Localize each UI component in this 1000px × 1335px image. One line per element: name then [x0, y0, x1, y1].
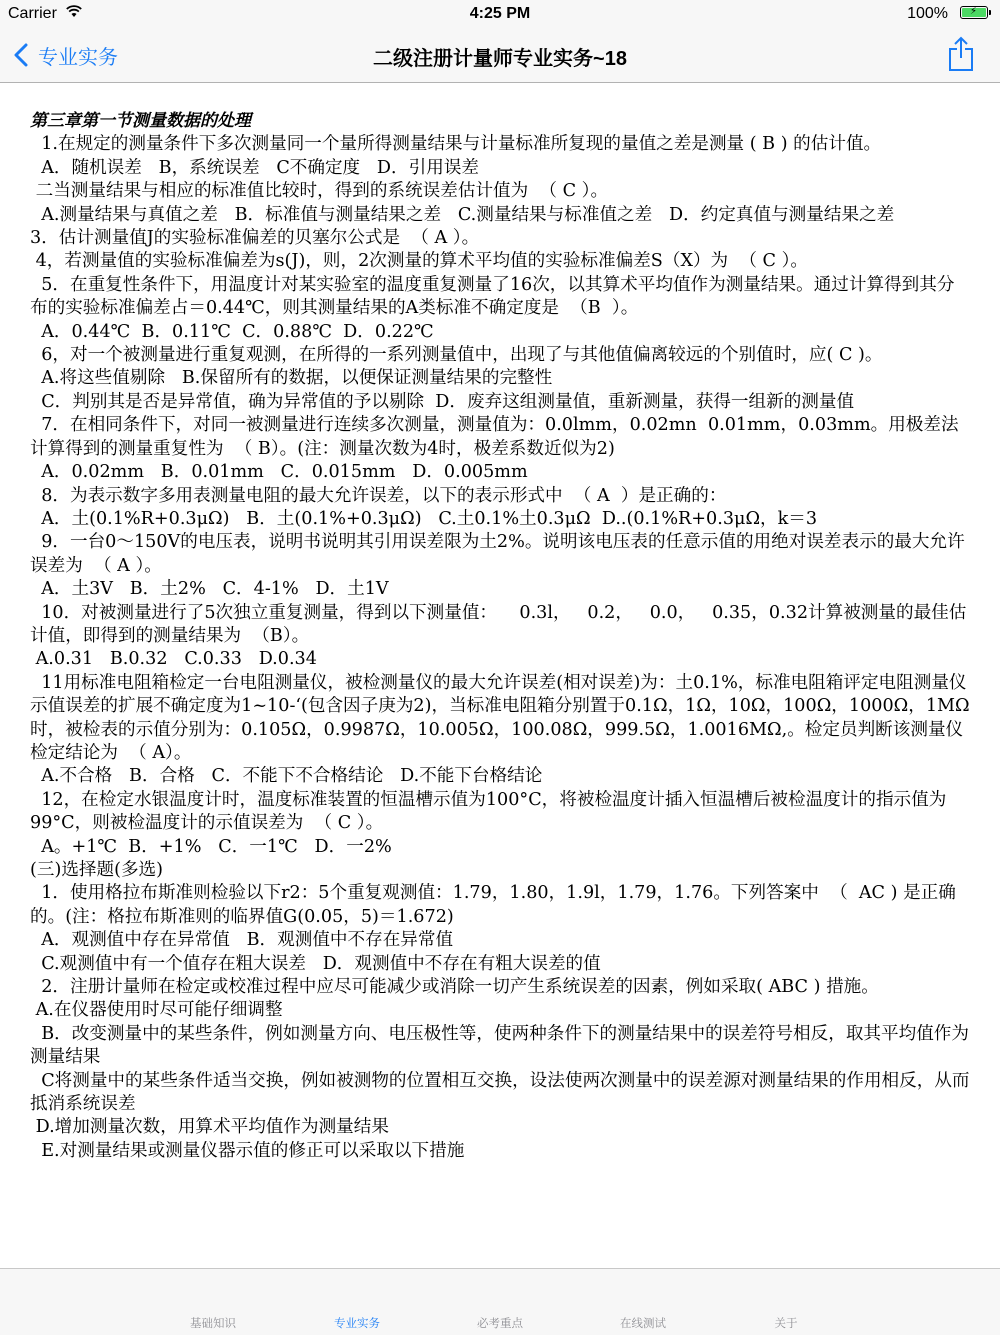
content-line: 5．在重复性条件下，用温度计对某实验室的温度重复测量了16次，以其算术平均值作为测量结果。通过计算得到其分布的实验标准偏差占＝0.44℃，则其测量结果的A类标准不确定度是 （B ）。 [30, 274, 955, 319]
article-content [30, 110, 970, 1266]
content-line: 2．注册计量师在检定或校准过程中应尽可能减少或消除一切产生系统误差的因素，例如采取( ABC ) 措施。 [30, 977, 879, 998]
content-line: A．土3V B．土2% C．4-1% D．土1V [30, 579, 389, 600]
content-line: C.观测值中有一个值存在粗大误差 D．观测值中不存在有粗大误差的值 [30, 953, 601, 974]
content-line: (三)选择题(多选) [30, 860, 164, 880]
content-line: A.测量结果与真值之差 B．标准值与测量结果之差 C.测量结果与标准值之差 D．约定真值与测量结果之差 [30, 204, 895, 225]
content-line: A．土(0.1%R+0.3μΩ) B．土(0.1%+0.3μΩ) C.土0.1%土0.3μΩ D..(0.1%R+0.3μΩ，k＝3 [30, 508, 818, 529]
content-line: A.0.31 B.0.32 C.0.33 D.0.34 [30, 649, 317, 670]
content-line: 4，若测量值的实验标准偏差为s(J)，则，2次测量的算术平均值的实验标准偏差S（X）为 （ C ）。 [30, 251, 808, 272]
content-line: 3．估计测量值J的实验标准偏差的贝塞尔公式是 （ A ）。 [30, 228, 480, 249]
tab-label: 基础知识 [190, 1316, 236, 1330]
tab-label: 在线测试 [620, 1316, 666, 1330]
content-line: 6，对一个被测量进行重复观测，在所得的一系列测量值中，出现了与其他值偏离较远的个别值时，应( C )。 [30, 345, 883, 366]
battery-icon: ⚡ [960, 6, 988, 19]
content-line: 8．为表示数字多用表测量电阻的最大允许误差，以下的表示形式中 （ A ）是正确的： [30, 485, 727, 506]
content-line: C．判别其是否是异常值，确为异常值的予以剔除 D．废弃这组测量值，重新测量，获得一组新的测量值 [30, 391, 855, 412]
tab-basic-knowledge[interactable] [142, 1269, 284, 1335]
content-line: A。+1℃ B．+1% C．一1℃ D．一2% [30, 836, 392, 857]
content-line: A．0.02mm B．0.01mm C．0.015mm D．0.005mm [30, 462, 528, 483]
back-button-label: 专业实务 [38, 46, 118, 69]
content-line: 11用标准电阻箱检定一台电阻测量仪，被检测量仪的最大允许误差(相对误差)为：土0.1%，标准电阻箱评定电阻测量仪示值误差的扩展不确定度为1~10-‘(包含因子庚为2)，当标准电阻箱分别置于0.1Ω，1Ω，10Ω，100Ω，1000Ω，1MΩ时，被检表的示值分别为：0.105Ω，0.9987Ω，10.005Ω，100.08Ω，999.5Ω，1.0016MΩ,。检定员判断该测量仪检定结论为 （ A）。 [30, 672, 970, 763]
content-line: A．随机误差 B，系统误差 C不确定度 D．引用误差 [30, 157, 480, 178]
content-line: 7．在相同条件下，对同一被测量进行连续多次测量，测量值为：0.0lmm，0.02mn 0.01mm，0.03mm。用极差法计算得到的测量重复性为 （ B）。(注：测量次数为4时，极差系数近似为2) [30, 415, 959, 459]
tab-label: 必考重点 [477, 1316, 523, 1330]
tab-about[interactable] [715, 1269, 857, 1335]
tab-label: 关于 [774, 1316, 798, 1330]
navigation-bar [0, 28, 1000, 83]
tab-bar [0, 1268, 1000, 1335]
content-line: A．观测值中存在异常值 B．观测值中不存在异常值 [30, 930, 454, 951]
tab-label: 专业实务 [334, 1316, 380, 1330]
content-line: C将测量中的某些条件适当交换，例如被测物的位置相互交换，设法使两次测量中的误差源对测量结果的作用相反，从而抵消系统误差 [30, 1070, 970, 1115]
content-line: 12，在检定水银温度计时，温度标准装置的恒温槽示值为100°C，将被检温度计插入恒温槽后被检温度计的指示值为99°C，则被检温度计的示值误差为 （ C ）。 [30, 789, 947, 834]
content-line: A.将这些值剔除 B.保留所有的数据，以便保证测量结果的完整性 [30, 368, 553, 389]
section-heading: 第三章第一节测量数据的处理 [30, 111, 251, 131]
tab-professional-practice[interactable] [286, 1269, 428, 1335]
content-line: D.增加测量次数，用算术平均值作为测量结果 [30, 1117, 389, 1138]
tab-online-test[interactable] [572, 1269, 714, 1335]
content-line: E.对测量结果或测量仪器示值的修正可以采取以下措施 [30, 1140, 465, 1161]
status-bar [0, 0, 1000, 28]
clock: 4:25 PM [469, 5, 531, 22]
content-line: A．0.44℃ B．0.11℃ C．0.88℃ D．0.22℃ [30, 321, 434, 342]
content-line: A.不合格 B．合格 C．不能下不合格结论 D.不能下台格结论 [30, 766, 543, 787]
content-line: A.在仪器使用时尽可能仔细调整 [30, 1000, 283, 1021]
content-line: 1.在规定的测量条件下多次测量同一个量所得测量结果与计量标准所复现的量值之差是测量 ( B ) 的估计值。 [30, 134, 882, 155]
share-icon[interactable] [948, 36, 974, 72]
tab-key-points[interactable] [429, 1269, 571, 1335]
content-line: 9．一台0～150V的电压表，说明书说明其引用误差限为土2%。说明该电压表的任意示值的用绝对误差表示的最大允许误差为 （ A ）。 [30, 532, 965, 576]
content-line: B．改变测量中的某些条件，例如测量方向、电压极性等，使两种条件下的测量结果中的误差符号相反，取其平均值作为测量结果 [30, 1023, 969, 1068]
carrier-label: Carrier [8, 5, 57, 22]
battery-percent: 100% [907, 5, 948, 22]
content-line: 1．使用格拉布斯准则检验以下r2：5个重复观测值：1.79，1.80，1.9l，1.79，1.76。下列答案中 （ AC ) 是正确的。(注：格拉布斯准则的临界值G(0.05，5)＝1.672) [30, 883, 956, 927]
content-line: 10．对被测量进行了5次独立重复测量，得到以下测量值： 0.3l， 0.2， 0.0， 0.35，0.32计算被测量的最佳估计值，即得到的测量结果为 （B）。 [30, 602, 967, 646]
page-title: 二级注册计量师专业实务~18 [373, 48, 627, 70]
content-line: 二当测量结果与相应的标准值比较时，得到的系统误差估计值为 （ C ）。 [30, 181, 609, 202]
